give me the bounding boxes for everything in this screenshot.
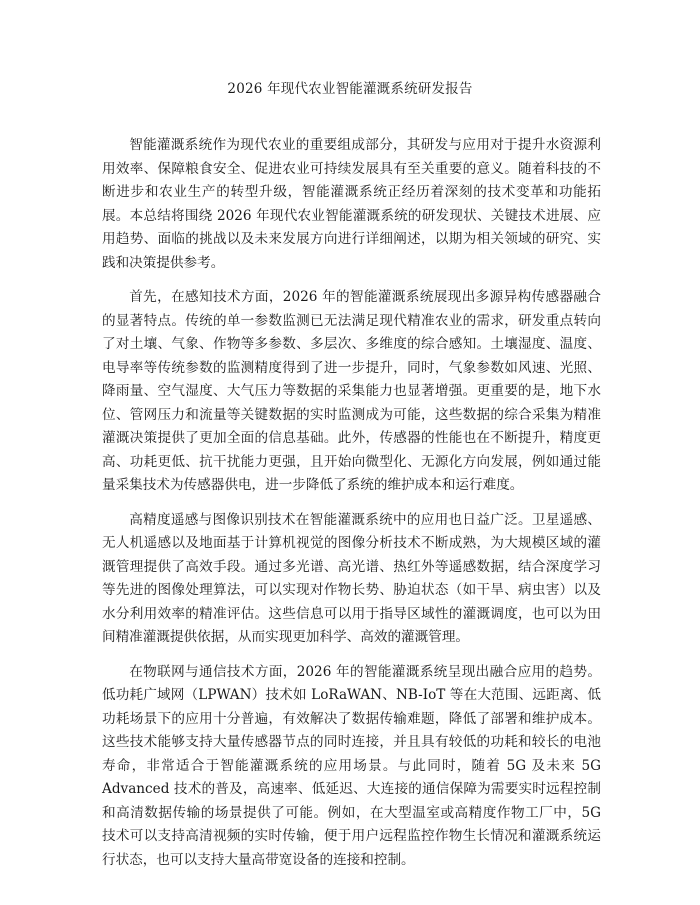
- paragraph-sensing: 首先，在感知技术方面，2026 年的智能灌溉系统展现出多源异构传感器融合的显著特点。传统的单一参数监测已无法满足现代精准农业的需求，研发重点转向了对土壤、气象、作物等多参数、多层次、多维度的综合感知。土壤湿度、温度、电导率等传统参数的监测精度得到了进一步提升，同时，气象参数如风速、光照、降雨量、空气湿度、大气压力等数据的采集能力也显著增强。更重要的是，地下水位、管网压力和流量等关键数据的实时监测成为可能，这些数据的综合采集为精准灌溉决策提供了更加全面的信息基础。此外，传感器的性能也在不断提升，精度更高、功耗更低、抗干扰能力更强，且开始向微型化、无源化方向发展，例如通过能量采集技术为传感器供电，进一步降低了系统的维护成本和运行难度。: [102, 289, 601, 493]
- report-body: [102, 134, 601, 872]
- paragraph-iot: 在物联网与通信技术方面，2026 年的智能灌溉系统呈现出融合应用的趋势。低功耗广域网（LPWAN）技术如 LoRaWAN、NB-IoT 等在大范围、远距离、低功耗场景下的应用十分普遍，有效解决了数据传输难题，降低了部署和维护成本。这些技术能够支持大量传感器节点的同时连接，并且具有较低的功耗和较长的电池寿命，非常适合于智能灌溉系统的应用场景。与此同时，随着 5G 及未来 5G Advanced 技术的普及，高速率、低延迟、大连接的通信保障为需要实时远程控制和高清数据传输的场景提供了可能。例如，在大型温室或高精度作物工厂中，5G 技术可以支持高清视频的实时传输，便于用户远程监控作物生长情况和灌溉系统运行状态，也可以支持大量高带宽设备的连接和控制。: [102, 663, 601, 868]
- report-title: 2026 年现代农业智能灌溉系统研发报告: [227, 81, 473, 97]
- paragraph-remote-sensing: 高精度遥感与图像识别技术在智能灌溉系统中的应用也日益广泛。卫星遥感、无人机遥感以及地面基于计算机视觉的图像分析技术不断成熟，为大规模区域的灌溉管理提供了高效手段。通过多光谱、高光谱、热红外等遥感数据，结合深度学习等先进的图像处理算法，可以实现对作物长势、胁迫状态（如干旱、病虫害）以及水分利用效率的精准评估。这些信息可以用于指导区域性的灌溉调度，也可以为田间精准灌溉提供依据，从而实现更加科学、高效的灌溉管理。: [102, 511, 601, 645]
- paragraph-intro: 智能灌溉系统作为现代农业的重要组成部分，其研发与应用对于提升水资源利用效率、保障粮食安全、促进农业可持续发展具有至关重要的意义。随着科技的不断进步和农业生产的转型升级，智能灌溉系统正经历着深刻的技术变革和功能拓展。本总结将围绕 2026 年现代农业智能灌溉系统的研发现状、关键技术进展、应用趋势、面临的挑战以及未来发展方向进行详细阐述，以期为相关领域的研究、实践和决策提供参考。: [102, 137, 601, 271]
